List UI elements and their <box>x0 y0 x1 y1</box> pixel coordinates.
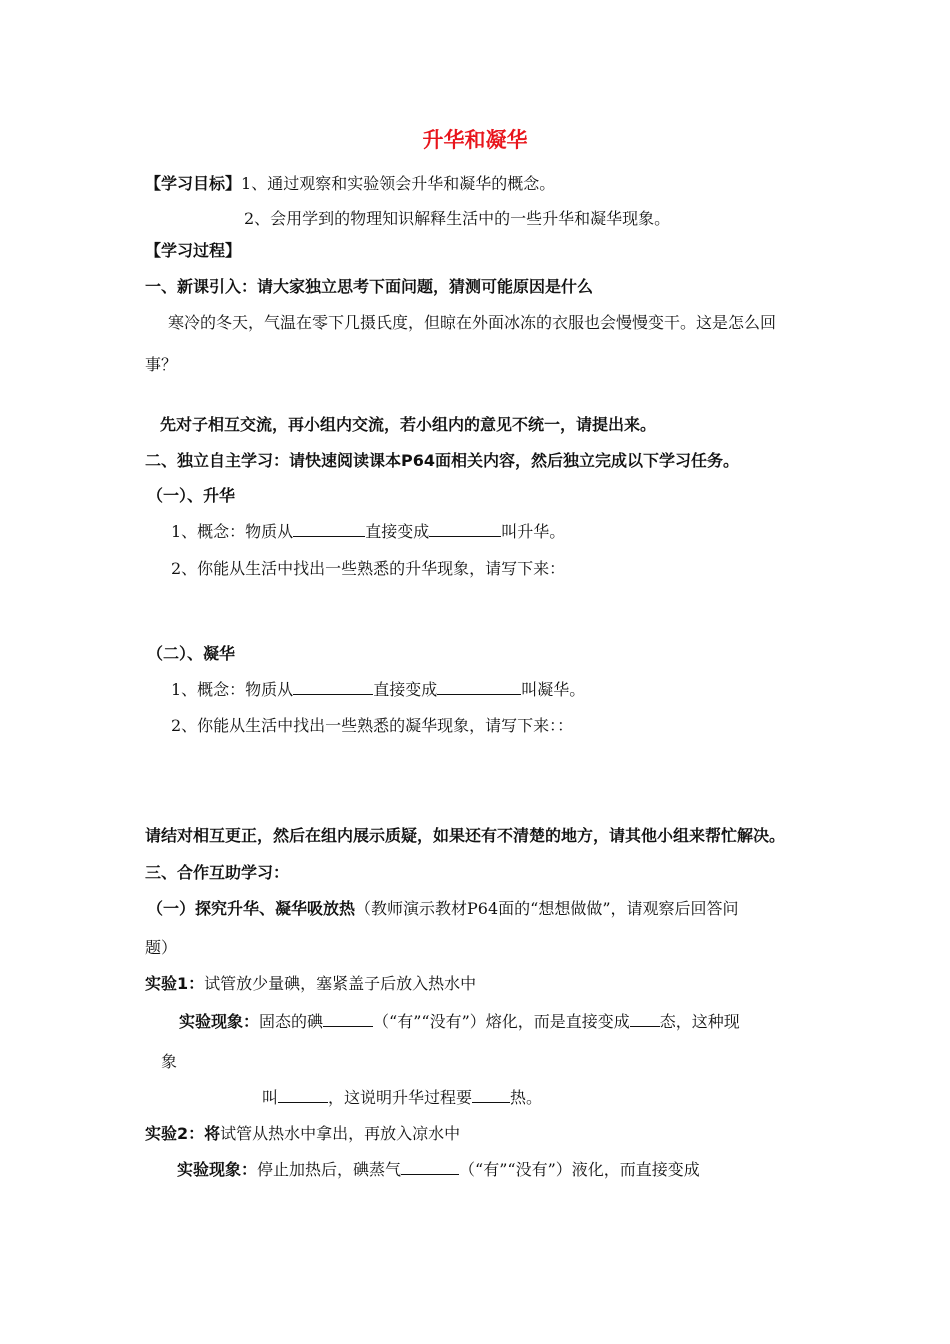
deposition-concept <box>171 680 585 700</box>
experiment2-text: 试管从热水中拿出，再放入凉水中 <box>220 1124 461 1143</box>
observation-label: 实验现象： <box>177 1160 258 1179</box>
concept-text-b: 直接变成 <box>365 522 430 541</box>
experiment1-label: 实验1： <box>145 974 205 993</box>
concept-text-c: 叫升华。 <box>501 522 566 541</box>
observation-label: 实验现象： <box>179 1012 260 1031</box>
experiment1-observation-line3 <box>262 1088 542 1108</box>
sublimation-question-2: 2、你能从生活中找出一些熟悉的升华现象，请写下来： <box>171 559 566 578</box>
section2-heading: 二、独立自主学习：请快速阅读课本P64面相关内容，然后独立完成以下学习任务。 <box>145 451 739 470</box>
section1-heading: 一、新课引入：请大家独立思考下面问题，猜测可能原因是什么 <box>145 277 594 296</box>
goal-item-1: 1、通过观察和实验领会升华和凝华的概念。 <box>241 174 556 193</box>
experiment2-label-suffix: 将 <box>204 1124 221 1143</box>
experiment1-observation-line2: 象 <box>161 1052 178 1071</box>
experiment2-line <box>145 1124 460 1144</box>
deposition-question-2: 2、你能从生活中找出一些熟悉的凝华现象，请写下来：： <box>171 716 574 735</box>
learning-goals-label: 【学习目标】 <box>145 174 242 193</box>
answer-blank[interactable] <box>630 1012 660 1027</box>
observation-text-b: （“有”“没有”）液化，而直接变成 <box>459 1160 700 1179</box>
concept-text-c: 叫凝华。 <box>521 680 586 699</box>
section1-question-line1: 寒冷的冬天，气温在零下几摄氏度，但晾在外面冰冻的衣服也会慢慢变干。这是怎么回 <box>168 313 777 332</box>
answer-blank[interactable] <box>437 680 521 695</box>
section3-sub1-line2: 题） <box>145 938 178 957</box>
experiment1-line <box>145 974 476 994</box>
sublimation-heading: （一）、升华 <box>147 486 236 505</box>
section2-instruction: 请结对相互更正，然后在组内展示质疑，如果还有不清楚的地方，请其他小组来帮忙解决。 <box>145 826 786 845</box>
concept-text-a: 1、概念：物质从 <box>171 680 294 699</box>
concept-text-b: 直接变成 <box>373 680 438 699</box>
page-title: 升华和凝华 <box>422 128 528 152</box>
observation-text-a: 停止加热后，碘蒸气 <box>257 1160 402 1179</box>
answer-blank[interactable] <box>293 680 373 695</box>
experiment1-observation <box>179 1012 740 1032</box>
observation-text-c: 热。 <box>510 1088 543 1107</box>
experiment2-label: 实验2： <box>145 1124 205 1143</box>
experiment2-observation <box>177 1160 700 1180</box>
section1-question-line2: 事？ <box>145 355 178 374</box>
section3-sub1-heading: （一）探究升华、凝华吸放热 <box>147 899 356 918</box>
answer-blank[interactable] <box>401 1160 459 1175</box>
observation-text-a: 叫 <box>262 1088 279 1107</box>
observation-text-c: 态，这种现 <box>659 1012 740 1031</box>
observation-text-b: （“有”“没有”）熔化，而是直接变成 <box>373 1012 630 1031</box>
learning-process-heading: 【学习过程】 <box>145 241 242 260</box>
answer-blank[interactable] <box>429 522 501 537</box>
observation-text-b: ，这说明升华过程要 <box>328 1088 473 1107</box>
section3-sub1-text: （教师演示教材P64面的“想想做做”，请观察后回答问 <box>355 899 739 918</box>
answer-blank[interactable] <box>278 1088 328 1103</box>
goal-item-2: 2、会用学到的物理知识解释生活中的一些升华和凝华现象。 <box>244 209 671 228</box>
sublimation-concept <box>171 522 565 542</box>
observation-text-a: 固态的碘 <box>259 1012 324 1031</box>
section3-heading: 三、合作互助学习： <box>145 863 290 882</box>
answer-blank[interactable] <box>472 1088 510 1103</box>
experiment1-text: 试管放少量碘，塞紧盖子后放入热水中 <box>204 974 477 993</box>
section3-sub1-line1 <box>147 899 739 919</box>
answer-blank[interactable] <box>323 1012 373 1027</box>
concept-text-a: 1、概念：物质从 <box>171 522 294 541</box>
learning-goals-line1 <box>145 174 555 194</box>
section1-instruction: 先对子相互交流，再小组内交流，若小组内的意见不统一，请提出来。 <box>160 415 657 434</box>
answer-blank[interactable] <box>293 522 365 537</box>
deposition-heading: （二）、凝华 <box>147 644 236 663</box>
